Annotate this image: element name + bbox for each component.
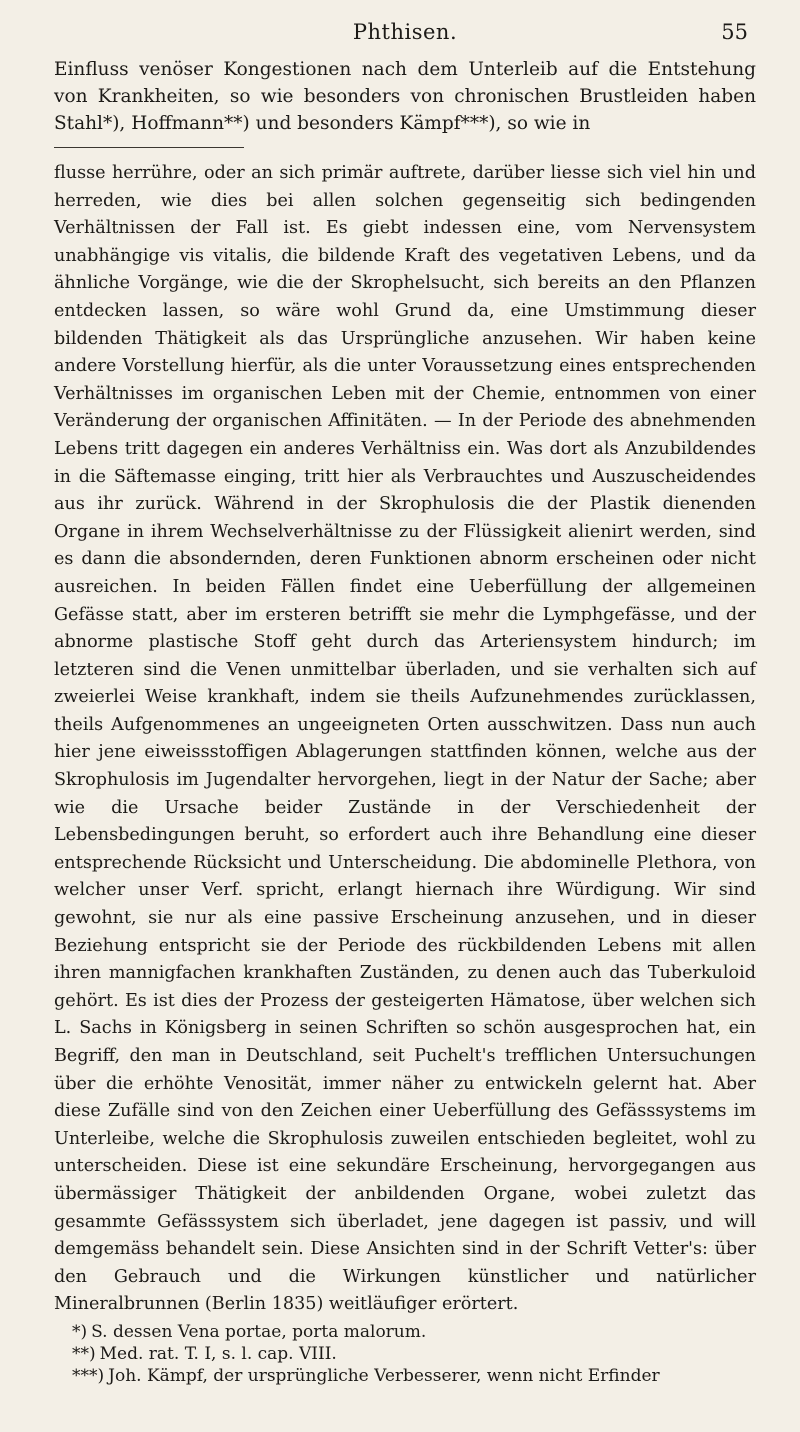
footnote-text: Joh. Kämpf, der ursprüngliche Verbesserer, wenn nicht Erfinder xyxy=(108,1365,660,1386)
upper-paragraph: Einfluss venöser Kongestionen nach dem Unterleib auf die Entstehung von Krankheiten, so wie besonders von chronischen Brustleiden haben Stahl*), Hoffmann**) und besonders Kämpf***), so wie in xyxy=(54,59,756,134)
footnote xyxy=(54,1321,756,1343)
main-paragraph: flusse herrühre, oder an sich primär auftrete, darüber liesse sich viel hin und herreden, wie dies bei allen solchen gegenseitig sich bedingenden Verhältnissen der Fall ist. Es giebt indessen eine, vom Nervensystem unabhängige vis vitalis, die bildende Kraft des vegetativen Lebens, und da ähnliche Vorgänge, wie die der Skrophelsucht, sich bereits an den Pflanzen entdecken lassen, so wäre wohl Grund da, eine Umstimmung dieser bildenden Thätigkeit als das Ursprüngliche anzusehen. Wir haben keine andere Vorstellung hierfür, als die unter Voraussetzung eines entsprechenden Verhältnisses im organischen Leben mit der Chemie, entnommen von einer Veränderung der organischen Affinitäten. — In der Periode des abnehmenden Lebens tritt dagegen ein anderes Verhältniss ein. Was dort als Anzubildendes in die Säftemasse einging, tritt hier als Verbrauchtes und Auszuscheidendes aus ihr zurück. Während in der Skrophulosis die der Plastik dienenden Organe in ihrem Wechselverhältnisse zu der Flüssigkeit alienirt werden, sind es dann die absondernden, deren Funktionen abnorm erscheinen oder nicht ausreichen. In beiden Fällen findet eine Ueberfüllung der allgemeinen Gefässe statt, aber im ersteren betrifft sie mehr die Lymphgefässe, und der abnorme plastische Stoff geht durch das Arteriensystem hindurch; im letzteren sind die Venen unmittelbar überladen, und sie verhalten sich auf zweierlei Weise krankhaft, indem sie theils Aufzunehmendes zurücklassen, theils Aufgenommenes an ungeeigneten Orten ausschwitzen. Dass nun auch hier jene eiweissstoffigen Ablagerungen stattfinden können, welche aus der Skrophulosis im Jugendalter hervorgehen, liegt in der Natur der Sache; aber wie die Ursache beider Zustände in der Verschiedenheit der Lebensbedingungen beruht, so erfordert auch ihre Behandlung eine dieser entsprechende Rücksicht und Unterscheidung. Die abdominelle Plethora, von welcher unser Verf. spricht, erlangt hiernach ihre Würdigung. Wir sind gewohnt, sie nur als eine passive Erscheinung anzusehen, und in dieser Beziehung entspricht sie der Periode des rückbildenden Lebens mit allen ihren mannigfachen krankhaften Zuständen, zu denen auch das Tuberkuloid gehört. Es ist dies der Prozess der gesteigerten Hämatose, über welchen sich L. Sachs in Königsberg in seinen Schriften so schön ausgesprochen hat, ein Begriff, den man in Deutschland, seit Puchelt's trefflichen Untersuchungen über die erhöhte Venosität, immer näher zu entwickeln gelernt hat. Aber diese Zufälle sind von den Zeichen einer Ueberfüllung des Gefässsystems im Unterleibe, welche die Skrophulosis zuweilen entschieden begleitet, wohl zu unterscheiden. Diese ist eine sekundäre Erscheinung, hervorgegangen aus übermässiger Thätigkeit der anbildenden Organe, wobei zuletzt das gesammte Gefässsystem sich überladet, jene dagegen ist passiv, und will demgemäss behandelt sein. Diese Ansichten sind in der Schrift Vetter's: über den Gebrauch und die Wirkungen künstlicher und natürlicher Mineralbrunnen (Berlin 1835) weitläufiger erörtert. xyxy=(54,163,756,1315)
page-number: 55 xyxy=(721,20,748,44)
footnote-text: S. dessen Vena portae, porta malorum. xyxy=(91,1321,427,1342)
footnote xyxy=(54,1365,756,1387)
running-title: Phthisen. xyxy=(352,20,458,44)
footnotes xyxy=(54,1321,756,1387)
footnote-text: Med. rat. T. I, s. l. cap. VIII. xyxy=(99,1343,337,1364)
page-header xyxy=(54,0,756,56)
footnote-mark: **) xyxy=(72,1343,96,1364)
footnote xyxy=(54,1343,756,1365)
section-divider xyxy=(54,147,244,148)
footnote-mark: ***) xyxy=(72,1365,105,1386)
footnote-mark: *) xyxy=(72,1321,88,1342)
